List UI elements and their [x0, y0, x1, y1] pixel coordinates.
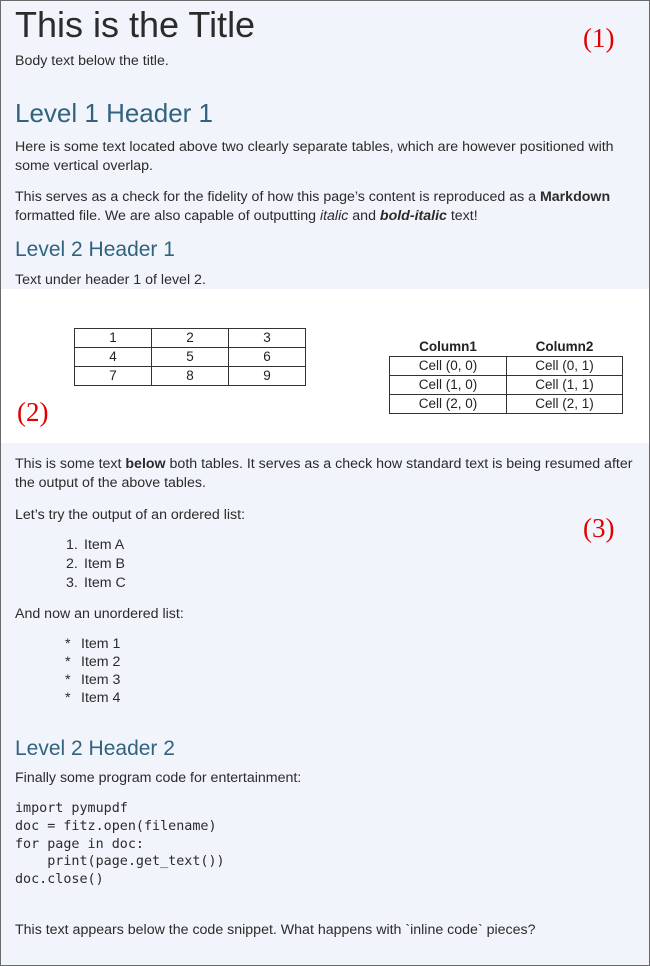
- list-item: [66, 555, 126, 574]
- list-number: 2.: [66, 556, 78, 572]
- unordered-list-intro: And now an unordered list:: [15, 606, 184, 622]
- bullet-icon: *: [65, 636, 71, 652]
- list-item: [65, 671, 120, 689]
- code-intro: Finally some program code for entertainment:: [15, 770, 302, 786]
- cell-table: [389, 337, 623, 414]
- table-cell: Cell (1, 1): [507, 376, 623, 395]
- table-header: Column2: [535, 339, 594, 354]
- section-marker-2: (2): [17, 397, 49, 427]
- bullet-icon: *: [65, 672, 71, 688]
- paragraph-intro: Here is some text located above two clearly separate tables, which are however positioned with some vertical overlap.: [15, 139, 614, 174]
- body-text: Body text below the title.: [15, 53, 169, 69]
- level2-header-1: Level 2 Header 1: [15, 238, 175, 261]
- list-item: [65, 635, 120, 653]
- list-item-text: Item 4: [81, 690, 121, 706]
- table-cell: Cell (0, 0): [390, 357, 507, 376]
- list-number: 1.: [66, 537, 78, 553]
- bold-markdown: Markdown: [539, 189, 611, 205]
- table-row: [390, 395, 623, 414]
- list-item-text: Item C: [84, 575, 126, 591]
- level2-header-2: Level 2 Header 2: [15, 737, 175, 760]
- list-item-text: Item 1: [81, 636, 121, 652]
- section-marker-1: (1): [583, 23, 615, 53]
- ordered-list: [66, 536, 126, 593]
- level1-header-1: Level 1 Header 1: [15, 98, 214, 128]
- list-item-text: Item A: [84, 537, 125, 553]
- bold-italic-word: bold-italic: [379, 208, 447, 224]
- table-row: [75, 348, 306, 367]
- list-item-text: Item 3: [81, 672, 121, 688]
- table-cell: Cell (2, 0): [390, 395, 507, 414]
- bullet-icon: *: [65, 690, 71, 706]
- table-cell: Cell (0, 1): [507, 357, 623, 376]
- number-table: [74, 328, 306, 386]
- table-cell: 4: [75, 348, 152, 367]
- table-row: [75, 329, 306, 348]
- unordered-list: [65, 635, 120, 707]
- table-cell: 9: [229, 367, 306, 386]
- list-item-text: Item 2: [81, 654, 121, 670]
- table-row: [390, 357, 623, 376]
- list-item: [65, 653, 120, 671]
- table-cell: 8: [152, 367, 229, 386]
- list-item-text: Item B: [84, 556, 125, 572]
- table-cell: Cell (2, 1): [507, 395, 623, 414]
- code-block: import pymupdf doc = fitz.open(filename) for page in doc: print(page.get_text()) doc.close(): [15, 801, 225, 888]
- table-header: Column1: [419, 339, 477, 354]
- table-cell: Cell (1, 0): [390, 376, 507, 395]
- table-row: [390, 376, 623, 395]
- table-cell: 5: [152, 348, 229, 367]
- list-item: [66, 536, 126, 555]
- final-paragraph: This text appears below the code snippet. What happens with `inline code` pieces?: [15, 922, 536, 938]
- italic-word: italic: [319, 208, 349, 224]
- table-cell: 6: [229, 348, 306, 367]
- table-cell: 7: [75, 367, 152, 386]
- list-item: [66, 574, 126, 593]
- table-cell: 3: [229, 329, 306, 348]
- paragraph-under-header: Text under header 1 of level 2.: [15, 272, 206, 288]
- table-row: [75, 367, 306, 386]
- section-marker-3: (3): [583, 513, 615, 543]
- ordered-list-intro: Let’s try the output of an ordered list:: [15, 507, 246, 523]
- bullet-icon: *: [65, 654, 71, 670]
- table-cell: 2: [152, 329, 229, 348]
- paragraph-markdown-check: This serves as a check for the fidelity of how this page’s content is reproduced as a Markdown formatted file. We are also capable of outputting italic and bold-italic text!: [15, 189, 611, 224]
- page-title: This is the Title: [15, 4, 256, 45]
- paragraph-below-tables: This is some text below both tables. It serves as a check how standard text is being resumed after the output of the above tables.: [15, 456, 633, 491]
- table-cell: 1: [75, 329, 152, 348]
- list-item: [65, 689, 120, 707]
- list-number: 3.: [66, 575, 78, 591]
